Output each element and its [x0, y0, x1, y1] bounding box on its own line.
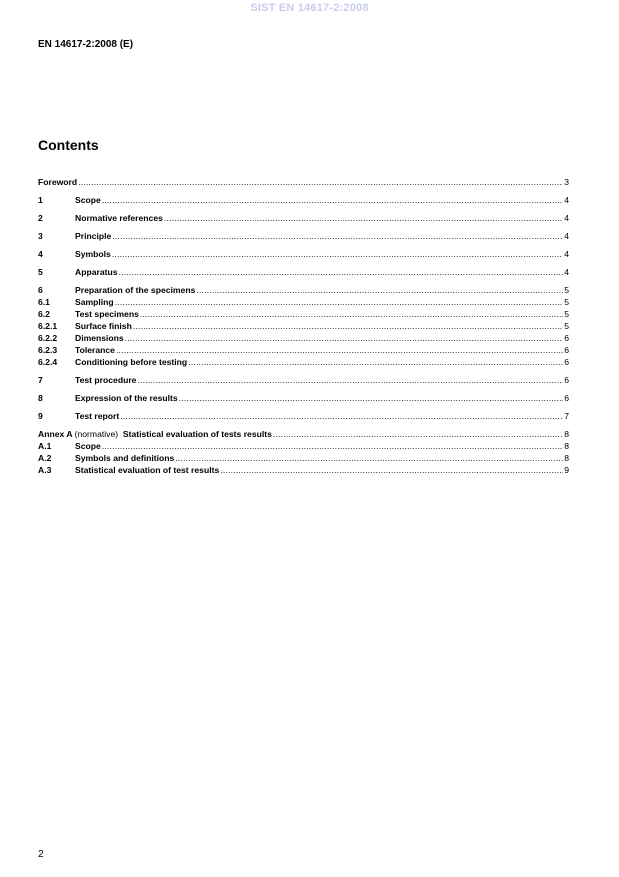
toc-number: A.1 — [38, 441, 52, 451]
toc-entry-conditioning[interactable] — [38, 356, 569, 368]
dot-leader — [102, 440, 563, 452]
toc-entry-dimensions[interactable] — [38, 332, 569, 344]
toc-entry-principle[interactable] — [38, 230, 569, 242]
toc-page: 6 — [564, 333, 569, 343]
toc-page: 5 — [564, 297, 569, 307]
toc-number: 6.2.4 — [38, 357, 58, 367]
page-number: 2 — [38, 849, 44, 860]
toc-page: 8 — [564, 441, 569, 451]
table-of-contents — [38, 176, 569, 476]
toc-number: 6.2.3 — [38, 345, 58, 355]
toc-page: 5 — [564, 309, 569, 319]
toc-page: 4 — [564, 267, 569, 277]
toc-entry-scope[interactable] — [38, 194, 569, 206]
dot-leader — [133, 320, 563, 332]
toc-entry-preparation[interactable] — [38, 284, 569, 296]
dot-leader — [112, 230, 563, 242]
dot-leader — [179, 392, 564, 404]
toc-number: 4 — [38, 249, 43, 259]
toc-title: Test specimens — [75, 309, 139, 319]
toc-title: Dimensions — [75, 333, 124, 343]
toc-title: Sampling — [75, 297, 114, 307]
toc-entry-foreword[interactable] — [38, 176, 569, 188]
toc-number: 6.2.1 — [38, 321, 58, 331]
toc-page: 4 — [564, 195, 569, 205]
dot-leader — [220, 464, 563, 476]
dot-leader — [188, 356, 563, 368]
toc-number: 1 — [38, 195, 43, 205]
toc-title: Symbols and definitions — [75, 453, 175, 463]
toc-entry-test-specimens[interactable] — [38, 308, 569, 320]
toc-number: 6 — [38, 285, 43, 295]
toc-entry-annex-scope[interactable] — [38, 440, 569, 452]
toc-number: 6.2 — [38, 309, 50, 319]
dot-leader — [137, 374, 563, 386]
toc-page: 6 — [564, 345, 569, 355]
toc-page: 8 — [564, 429, 569, 439]
toc-title: Test procedure — [75, 375, 137, 385]
toc-page: 4 — [564, 231, 569, 241]
toc-page: 8 — [564, 453, 569, 463]
toc-title: Statistical evaluation of test results — [75, 465, 220, 475]
dot-leader — [119, 266, 564, 278]
toc-page: 7 — [564, 411, 569, 421]
toc-page: 6 — [564, 375, 569, 385]
toc-page: 4 — [564, 213, 569, 223]
toc-entry-statistical-evaluation[interactable] — [38, 464, 569, 476]
toc-page: 5 — [564, 321, 569, 331]
toc-entry-symbols-definitions[interactable] — [38, 452, 569, 464]
dot-leader — [196, 284, 563, 296]
toc-entry-surface-finish[interactable] — [38, 320, 569, 332]
annex-label: Annex A — [38, 429, 73, 439]
dot-leader — [78, 176, 563, 188]
toc-entry-expression-of-results[interactable] — [38, 392, 569, 404]
toc-number: 5 — [38, 267, 43, 277]
toc-entry-tolerance[interactable] — [38, 344, 569, 356]
dot-leader — [115, 296, 564, 308]
contents-title: Contents — [38, 137, 99, 153]
toc-title: Normative references — [75, 213, 163, 223]
toc-page: 3 — [564, 177, 569, 187]
toc-page: 5 — [564, 285, 569, 295]
toc-title: Apparatus — [75, 267, 118, 277]
toc-title: Preparation of the specimens — [75, 285, 196, 295]
toc-entry-normative-references[interactable] — [38, 212, 569, 224]
toc-title: Test report — [75, 411, 120, 421]
annex-note: (normative) — [74, 429, 119, 439]
toc-number: 7 — [38, 375, 43, 385]
toc-title: Principle — [75, 231, 112, 241]
toc-number: A.2 — [38, 453, 52, 463]
dot-leader — [125, 332, 564, 344]
toc-title: Expression of the results — [75, 393, 178, 403]
dot-leader — [112, 248, 563, 260]
toc-page: 9 — [564, 465, 569, 475]
toc-title: Surface finish — [75, 321, 132, 331]
document-id: EN 14617-2:2008 (E) — [38, 39, 134, 50]
toc-title: Scope — [75, 441, 101, 451]
toc-number: 3 — [38, 231, 43, 241]
toc-entry-test-procedure[interactable] — [38, 374, 569, 386]
toc-title: Scope — [75, 195, 101, 205]
toc-title — [38, 428, 272, 440]
toc-title: Symbols — [75, 249, 111, 259]
dot-leader — [164, 212, 563, 224]
toc-title: Foreword — [38, 177, 78, 187]
dot-leader — [273, 428, 563, 440]
toc-number: 6.1 — [38, 297, 50, 307]
dot-leader — [120, 410, 563, 422]
annex-title: Statistical evaluation of tests results — [122, 429, 272, 439]
toc-title: Tolerance — [75, 345, 115, 355]
toc-number: 6.2.2 — [38, 333, 58, 343]
toc-number: A.3 — [38, 465, 52, 475]
toc-entry-apparatus[interactable] — [38, 266, 569, 278]
toc-page: 4 — [564, 249, 569, 259]
toc-page: 6 — [564, 393, 569, 403]
toc-entry-sampling[interactable] — [38, 296, 569, 308]
toc-number: 8 — [38, 393, 43, 403]
toc-entry-test-report[interactable] — [38, 410, 569, 422]
toc-entry-annex-a[interactable] — [38, 428, 569, 440]
dot-leader — [175, 452, 563, 464]
toc-number: 9 — [38, 411, 43, 421]
toc-page: 6 — [564, 357, 569, 367]
dot-leader — [102, 194, 563, 206]
dot-leader — [116, 344, 563, 356]
toc-title: Conditioning before testing — [75, 357, 188, 367]
dot-leader — [140, 308, 563, 320]
watermark: SIST EN 14617-2:2008 — [250, 2, 369, 14]
toc-entry-symbols[interactable] — [38, 248, 569, 260]
toc-number: 2 — [38, 213, 43, 223]
